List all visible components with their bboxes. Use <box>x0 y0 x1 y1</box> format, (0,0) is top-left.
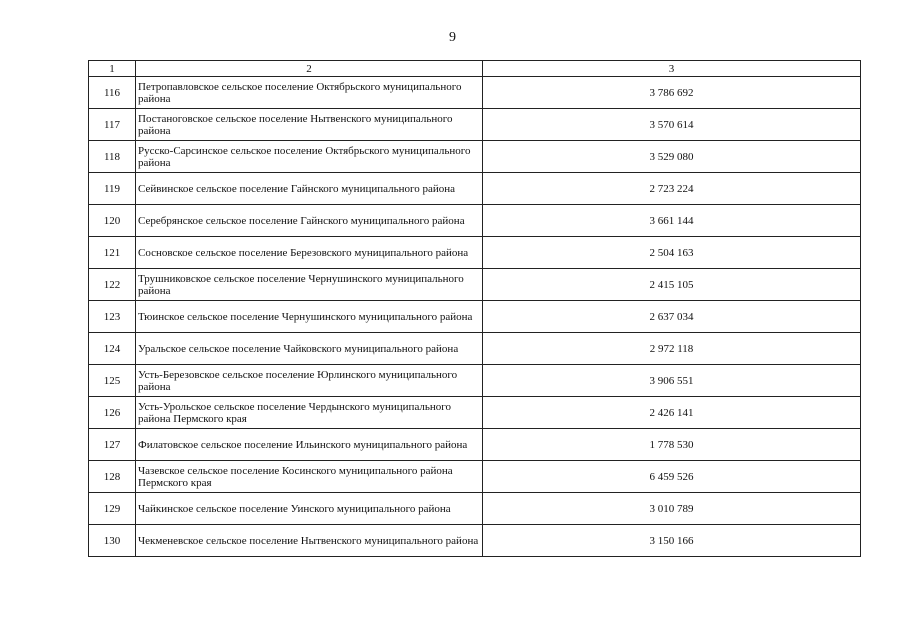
amount-cell: 3 570 614 <box>483 109 861 141</box>
table-row <box>89 461 861 493</box>
amount-cell: 2 415 105 <box>483 269 861 301</box>
settlement-name-cell: Трушниковское сельское поселение Чернушинского муниципального района <box>136 269 483 301</box>
settlement-name-cell: Усть-Урольское сельское поселение Чердынского муниципального района Пермского края <box>136 397 483 429</box>
row-number-cell: 119 <box>89 173 136 205</box>
settlement-name-cell: Серебрянское сельское поселение Гайнского муниципального района <box>136 205 483 237</box>
table-row <box>89 269 861 301</box>
table-row <box>89 77 861 109</box>
amount-cell: 3 010 789 <box>483 493 861 525</box>
table-row <box>89 141 861 173</box>
settlement-name-cell: Сосновское сельское поселение Березовского муниципального района <box>136 237 483 269</box>
settlement-name-cell: Чазевское сельское поселение Косинского муниципального района Пермского края <box>136 461 483 493</box>
settlement-name-cell: Филатовское сельское поселение Ильинского муниципального района <box>136 429 483 461</box>
amount-cell: 3 529 080 <box>483 141 861 173</box>
amount-cell: 2 723 224 <box>483 173 861 205</box>
column-header-1: 1 <box>89 61 136 77</box>
table-row <box>89 397 861 429</box>
table-row <box>89 493 861 525</box>
row-number-cell: 130 <box>89 525 136 557</box>
row-number-cell: 124 <box>89 333 136 365</box>
settlement-name-cell: Петропавловское сельское поселение Октябрьского муниципального района <box>136 77 483 109</box>
settlement-name-cell: Уральское сельское поселение Чайковского муниципального района <box>136 333 483 365</box>
settlement-name-cell: Сейвинское сельское поселение Гайнского муниципального района <box>136 173 483 205</box>
row-number-cell: 123 <box>89 301 136 333</box>
table-row <box>89 109 861 141</box>
row-number-cell: 118 <box>89 141 136 173</box>
settlements-table <box>88 60 861 557</box>
row-number-cell: 128 <box>89 461 136 493</box>
row-number-cell: 126 <box>89 397 136 429</box>
settlement-name-cell: Усть-Березовское сельское поселение Юрлинского муниципального района <box>136 365 483 397</box>
table-header-row <box>89 61 861 77</box>
amount-cell: 2 637 034 <box>483 301 861 333</box>
table-row <box>89 301 861 333</box>
column-header-2: 2 <box>136 61 483 77</box>
amount-cell: 3 150 166 <box>483 525 861 557</box>
settlement-name-cell: Тюинское сельское поселение Чернушинского муниципального района <box>136 301 483 333</box>
amount-cell: 2 972 118 <box>483 333 861 365</box>
amount-cell: 1 778 530 <box>483 429 861 461</box>
row-number-cell: 121 <box>89 237 136 269</box>
table-row <box>89 205 861 237</box>
row-number-cell: 120 <box>89 205 136 237</box>
amount-cell: 2 426 141 <box>483 397 861 429</box>
settlement-name-cell: Чекменевское сельское поселение Нытвенского муниципального района <box>136 525 483 557</box>
table-row <box>89 173 861 205</box>
row-number-cell: 116 <box>89 77 136 109</box>
settlement-name-cell: Постаноговское сельское поселение Нытвенского муниципального района <box>136 109 483 141</box>
row-number-cell: 125 <box>89 365 136 397</box>
table-row <box>89 429 861 461</box>
table-body <box>89 61 861 557</box>
amount-cell: 3 786 692 <box>483 77 861 109</box>
amount-cell: 6 459 526 <box>483 461 861 493</box>
row-number-cell: 127 <box>89 429 136 461</box>
table-row <box>89 525 861 557</box>
row-number-cell: 117 <box>89 109 136 141</box>
table-row <box>89 237 861 269</box>
column-header-3: 3 <box>483 61 861 77</box>
row-number-cell: 129 <box>89 493 136 525</box>
amount-cell: 3 906 551 <box>483 365 861 397</box>
settlement-name-cell: Чайкинское сельское поселение Уинского муниципального района <box>136 493 483 525</box>
page-number: 9 <box>449 30 456 45</box>
table-row <box>89 333 861 365</box>
row-number-cell: 122 <box>89 269 136 301</box>
table-row <box>89 365 861 397</box>
settlement-name-cell: Русско-Сарсинское сельское поселение Октябрьского муниципального района <box>136 141 483 173</box>
amount-cell: 3 661 144 <box>483 205 861 237</box>
amount-cell: 2 504 163 <box>483 237 861 269</box>
